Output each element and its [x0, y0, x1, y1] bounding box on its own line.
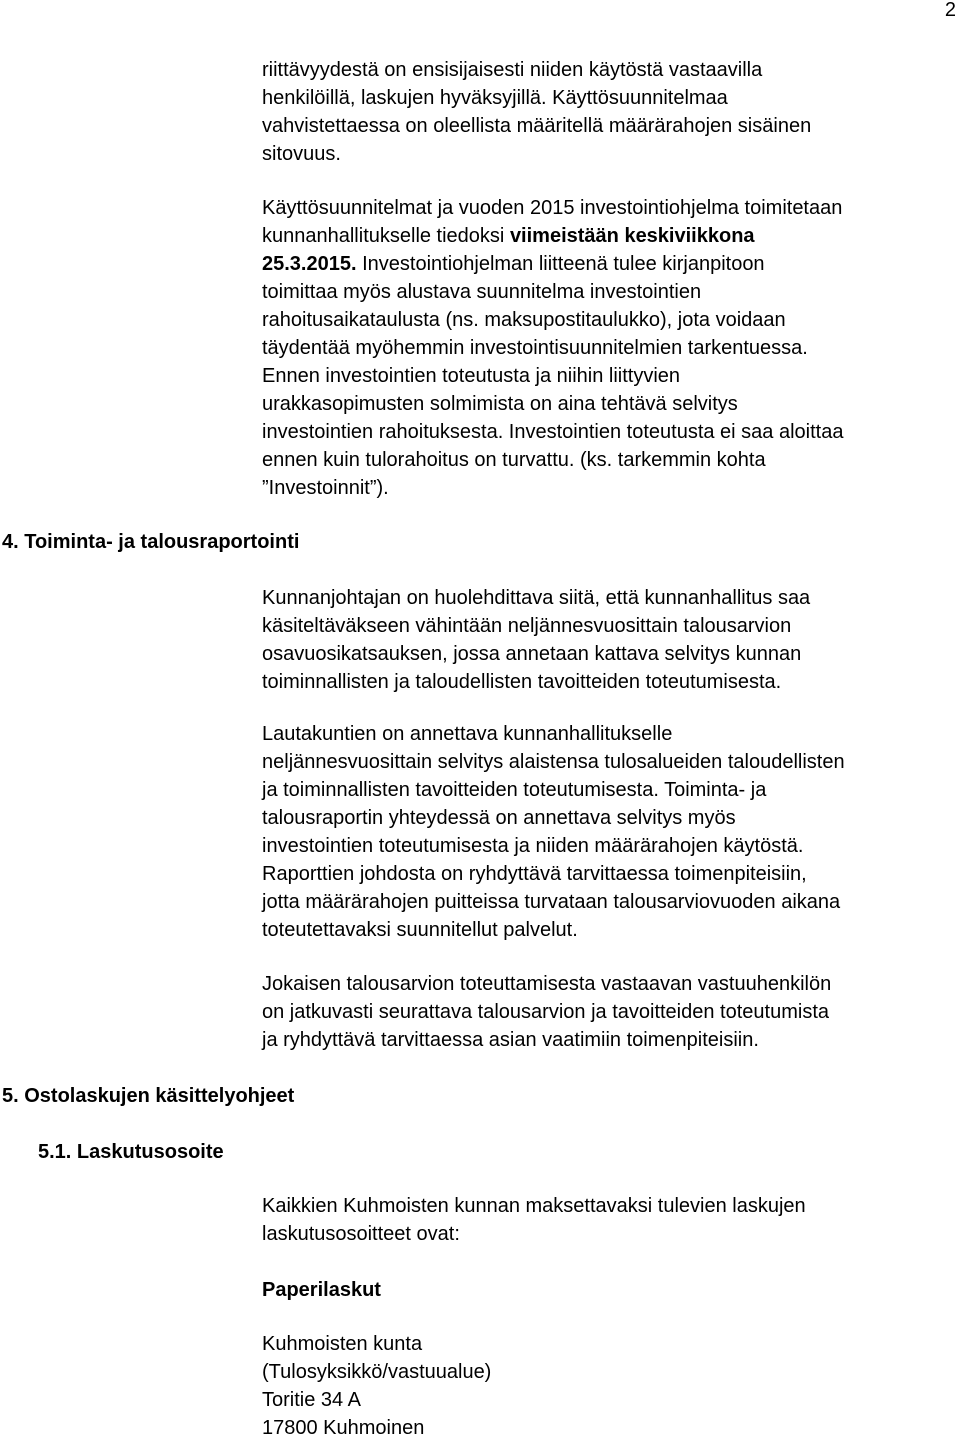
- page-number: 2: [944, 0, 956, 21]
- paragraph-committee-reporting: Lautakuntien on annettava kunnanhallitukselle neljännesvuosittain selvitys alaistensa tulosalueiden taloudellisten ja toiminnallisten tavoitteiden toteutumisesta. Toiminta- ja talousraportin yhteydessä on annettava selvitys myös investointien toteutumisesta ja niiden määrärahojen käytöstä. Raporttien johdosta on ryhdyttävä tarvittaessa toimenpiteisiin, jotta määrärahojen puitteissa turvataan talousarviovuoden aikana toteutettavaksi suunnitellut palvelut.: [262, 723, 845, 941]
- section-heading-5-1: [38, 1138, 224, 1166]
- paragraph-investment-intro: Käyttösuunnitelmat ja vuoden 2015 investointiohjelma toimitetaan kunnanhallitukselle tiedoksi: [262, 197, 843, 247]
- section-heading-5: 5. Ostolaskujen käsittelyohjeet: [2, 1085, 295, 1107]
- paragraph-quarterly-review: Kunnanjohtajan on huolehdittava siitä, että kunnanhallitus saa käsiteltäväkseen vähintään neljännesvuosittain talousarvion osavuosikatsauksen, jossa annetaan kattava selvitys kunnan toiminnallisten ja taloudellisten tavoitteiden toteutumisesta.: [262, 587, 811, 693]
- paper-invoices-heading: Paperilaskut: [262, 1279, 381, 1301]
- billing-address: Kuhmoisten kunta (Tulosyksikkö/vastuualue) Toritie 34 A 17800 Kuhmoinen: [262, 1333, 492, 1439]
- section-number: 5.1.: [38, 1141, 72, 1163]
- section-heading-4: 4. Toiminta- ja talousraportointi: [2, 531, 300, 553]
- paragraph-responsible-person: Jokaisen talousarvion toteuttamisesta vastaavan vastuuhenkilön on jatkuvasti seurattava talousarvion ja tavoitteiden toteutumista ja ryhdyttävä tarvittaessa asian vaatimiin toimenpiteisiin.: [262, 973, 832, 1051]
- section-title: Laskutusosoite: [76, 1141, 224, 1163]
- paragraph-investment-program: [262, 194, 960, 502]
- paragraph-investment-details: Investointiohjelman liitteenä tulee kirjanpitoon toimittaa myös alustava suunnitelma investointien rahoitusaikataulusta (ns. maksupostitaulukko), jota voidaan täydentää myöhemmin investointisuunnitelmien tarkentuessa. Ennen investointien toteutusta ja niihin liittyvien urakkasopimusten solmimista on aina tehtävä selvitys investointien rahoituksesta. Investointien toteutusta ei saa aloittaa ennen kuin tulorahoitus on turvattu. (ks. tarkemmin kohta ”Investoinnit”).: [262, 253, 844, 499]
- paragraph-budget-responsibility: riittävyydestä on ensisijaisesti niiden käytöstä vastaavilla henkilöillä, laskujen hyväksyjillä. Käyttösuunnitelmaa vahvistettaessa on oleellista määritellä määrärahojen sisäinen sitovuus.: [262, 59, 812, 165]
- deadline-date: viimeistään keskiviikkona 25.3.2015.: [262, 225, 755, 275]
- paragraph-billing-addresses: Kaikkien Kuhmoisten kunnan maksettavaksi tulevien laskujen laskutusosoitteet ovat:: [262, 1195, 806, 1245]
